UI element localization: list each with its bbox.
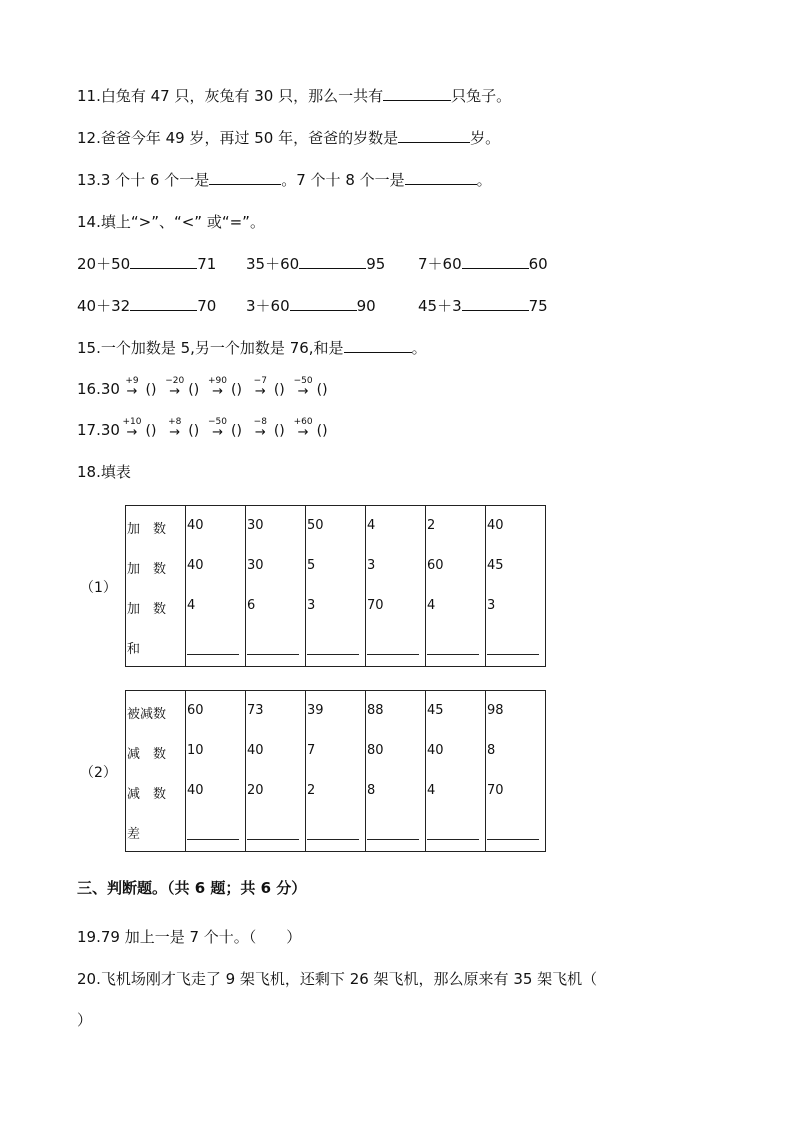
arrow-step: +9 → [125, 376, 139, 399]
q15-text: 15.一个加数是 5,另一个加数是 76,和是 [77, 339, 344, 357]
q11-text: 11.白兔有 47 只，灰兔有 30 只，那么一共有 [77, 87, 384, 105]
answer-blank[interactable] [405, 170, 477, 185]
answer-blank[interactable] [462, 254, 529, 269]
compare-item: 7＋60 60 [418, 255, 548, 273]
arrow-step: +90 → [208, 376, 228, 399]
table-2-label: （2） [80, 765, 117, 781]
question-12 [77, 128, 500, 148]
answer-blank[interactable] [290, 296, 357, 311]
q11-suffix: 只兔子。 [451, 87, 512, 105]
compare-item: 45＋3 75 [418, 297, 548, 315]
compare-item: 40＋32 70 [77, 297, 217, 315]
question-20: 20.飞机场刚才飞走了 9 架飞机，还剩下 26 架飞机，那么原来有 35 架飞机（ [77, 970, 598, 988]
question-18-title: 18.填表 [77, 463, 131, 481]
answer-parens[interactable]: () [316, 423, 328, 439]
answer-parens[interactable]: () [316, 382, 328, 398]
question-15 [77, 338, 427, 358]
table-column: 2 60 4 [426, 506, 486, 667]
arrow-step: +10 → [122, 417, 142, 440]
compare-item: 20＋50 71 [77, 255, 217, 273]
q16-chain [120, 376, 329, 400]
q12-text: 12.爸爸今年 49 岁，再过 50 年，爸爸的岁数是 [77, 129, 399, 147]
arrow-step: −7 → [253, 376, 267, 399]
header-column: 加 数 加 数 加 数 和 [127, 522, 167, 657]
table-column: 39 7 2 [306, 691, 366, 852]
answer-blank[interactable] [130, 254, 197, 269]
answer-blank[interactable] [427, 838, 479, 840]
answer-blank[interactable] [383, 86, 451, 101]
answer-blank[interactable] [187, 838, 239, 840]
question-13 [77, 170, 492, 190]
arrow-step: −8 → [253, 417, 267, 440]
table-column: 98 8 70 [486, 691, 546, 852]
question-16 [77, 376, 329, 400]
compare-item: 35＋60 95 [246, 255, 386, 273]
compare-item: 3＋60 90 [246, 297, 376, 315]
question-20-continued: ） [77, 1011, 93, 1029]
answer-blank[interactable] [367, 838, 419, 840]
answer-blank[interactable] [130, 296, 197, 311]
answer-blank[interactable] [187, 653, 239, 655]
answer-parens[interactable]: () [273, 423, 285, 439]
q13-part2: 。7 个十 8 个一是 [281, 171, 405, 189]
subtraction-table [125, 690, 546, 852]
table-1-label: （1） [80, 580, 117, 596]
arrow-step: −20 → [165, 376, 185, 399]
answer-blank[interactable] [487, 653, 539, 655]
question-19: 19.79 加上一是 7 个十。（ ） [77, 928, 302, 946]
answer-blank[interactable] [427, 653, 479, 655]
section-title: 三、判断题。（共 6 题；共 6 分） [77, 879, 307, 897]
q17-start: 17.30 [77, 421, 120, 439]
arrow-step: −50 → [208, 417, 228, 440]
answer-blank[interactable] [398, 128, 470, 143]
table-column: 50 5 3 [306, 506, 366, 667]
header-column: 被减数 减 数 减 数 差 [127, 707, 167, 842]
answer-blank[interactable] [307, 653, 359, 655]
answer-blank[interactable] [299, 254, 366, 269]
question-11 [77, 86, 511, 106]
table-column: 88 80 8 [366, 691, 426, 852]
arrow-step: +8 → [168, 417, 182, 440]
q17-chain [120, 417, 329, 441]
answer-blank[interactable] [247, 653, 299, 655]
answer-blank[interactable] [487, 838, 539, 840]
answer-parens[interactable]: () [231, 423, 242, 439]
answer-blank[interactable] [307, 838, 359, 840]
answer-blank[interactable] [247, 838, 299, 840]
table-column: 60 10 40 [186, 691, 246, 852]
answer-blank[interactable] [209, 170, 281, 185]
answer-parens[interactable]: () [188, 423, 200, 439]
question-17 [77, 417, 329, 441]
answer-parens[interactable]: () [231, 382, 242, 398]
q15-suffix: 。 [411, 339, 427, 357]
answer-parens[interactable]: () [145, 382, 157, 398]
answer-parens[interactable]: () [188, 382, 200, 398]
addition-table [125, 505, 546, 667]
arrow-step: −50 → [293, 376, 313, 399]
answer-blank[interactable] [367, 653, 419, 655]
answer-parens[interactable]: () [145, 423, 157, 439]
table-column: 4 3 70 [366, 506, 426, 667]
answer-parens[interactable]: () [273, 382, 285, 398]
table-column: 73 40 20 [246, 691, 306, 852]
answer-blank[interactable] [462, 296, 529, 311]
arrow-step: +60 → [293, 417, 313, 440]
table-column: 45 40 4 [426, 691, 486, 852]
table-column: 40 45 3 [486, 506, 546, 667]
q13-part1: 13.3 个十 6 个一是 [77, 171, 210, 189]
table-column: 40 40 4 [186, 506, 246, 667]
q12-suffix: 岁。 [470, 129, 501, 147]
table-column: 30 30 6 [246, 506, 306, 667]
q13-part3: 。 [476, 171, 492, 189]
q16-start: 16.30 [77, 380, 120, 398]
question-14-title: 14.填上“>”、“<” 或“=”。 [77, 213, 265, 231]
answer-blank[interactable] [344, 338, 412, 353]
